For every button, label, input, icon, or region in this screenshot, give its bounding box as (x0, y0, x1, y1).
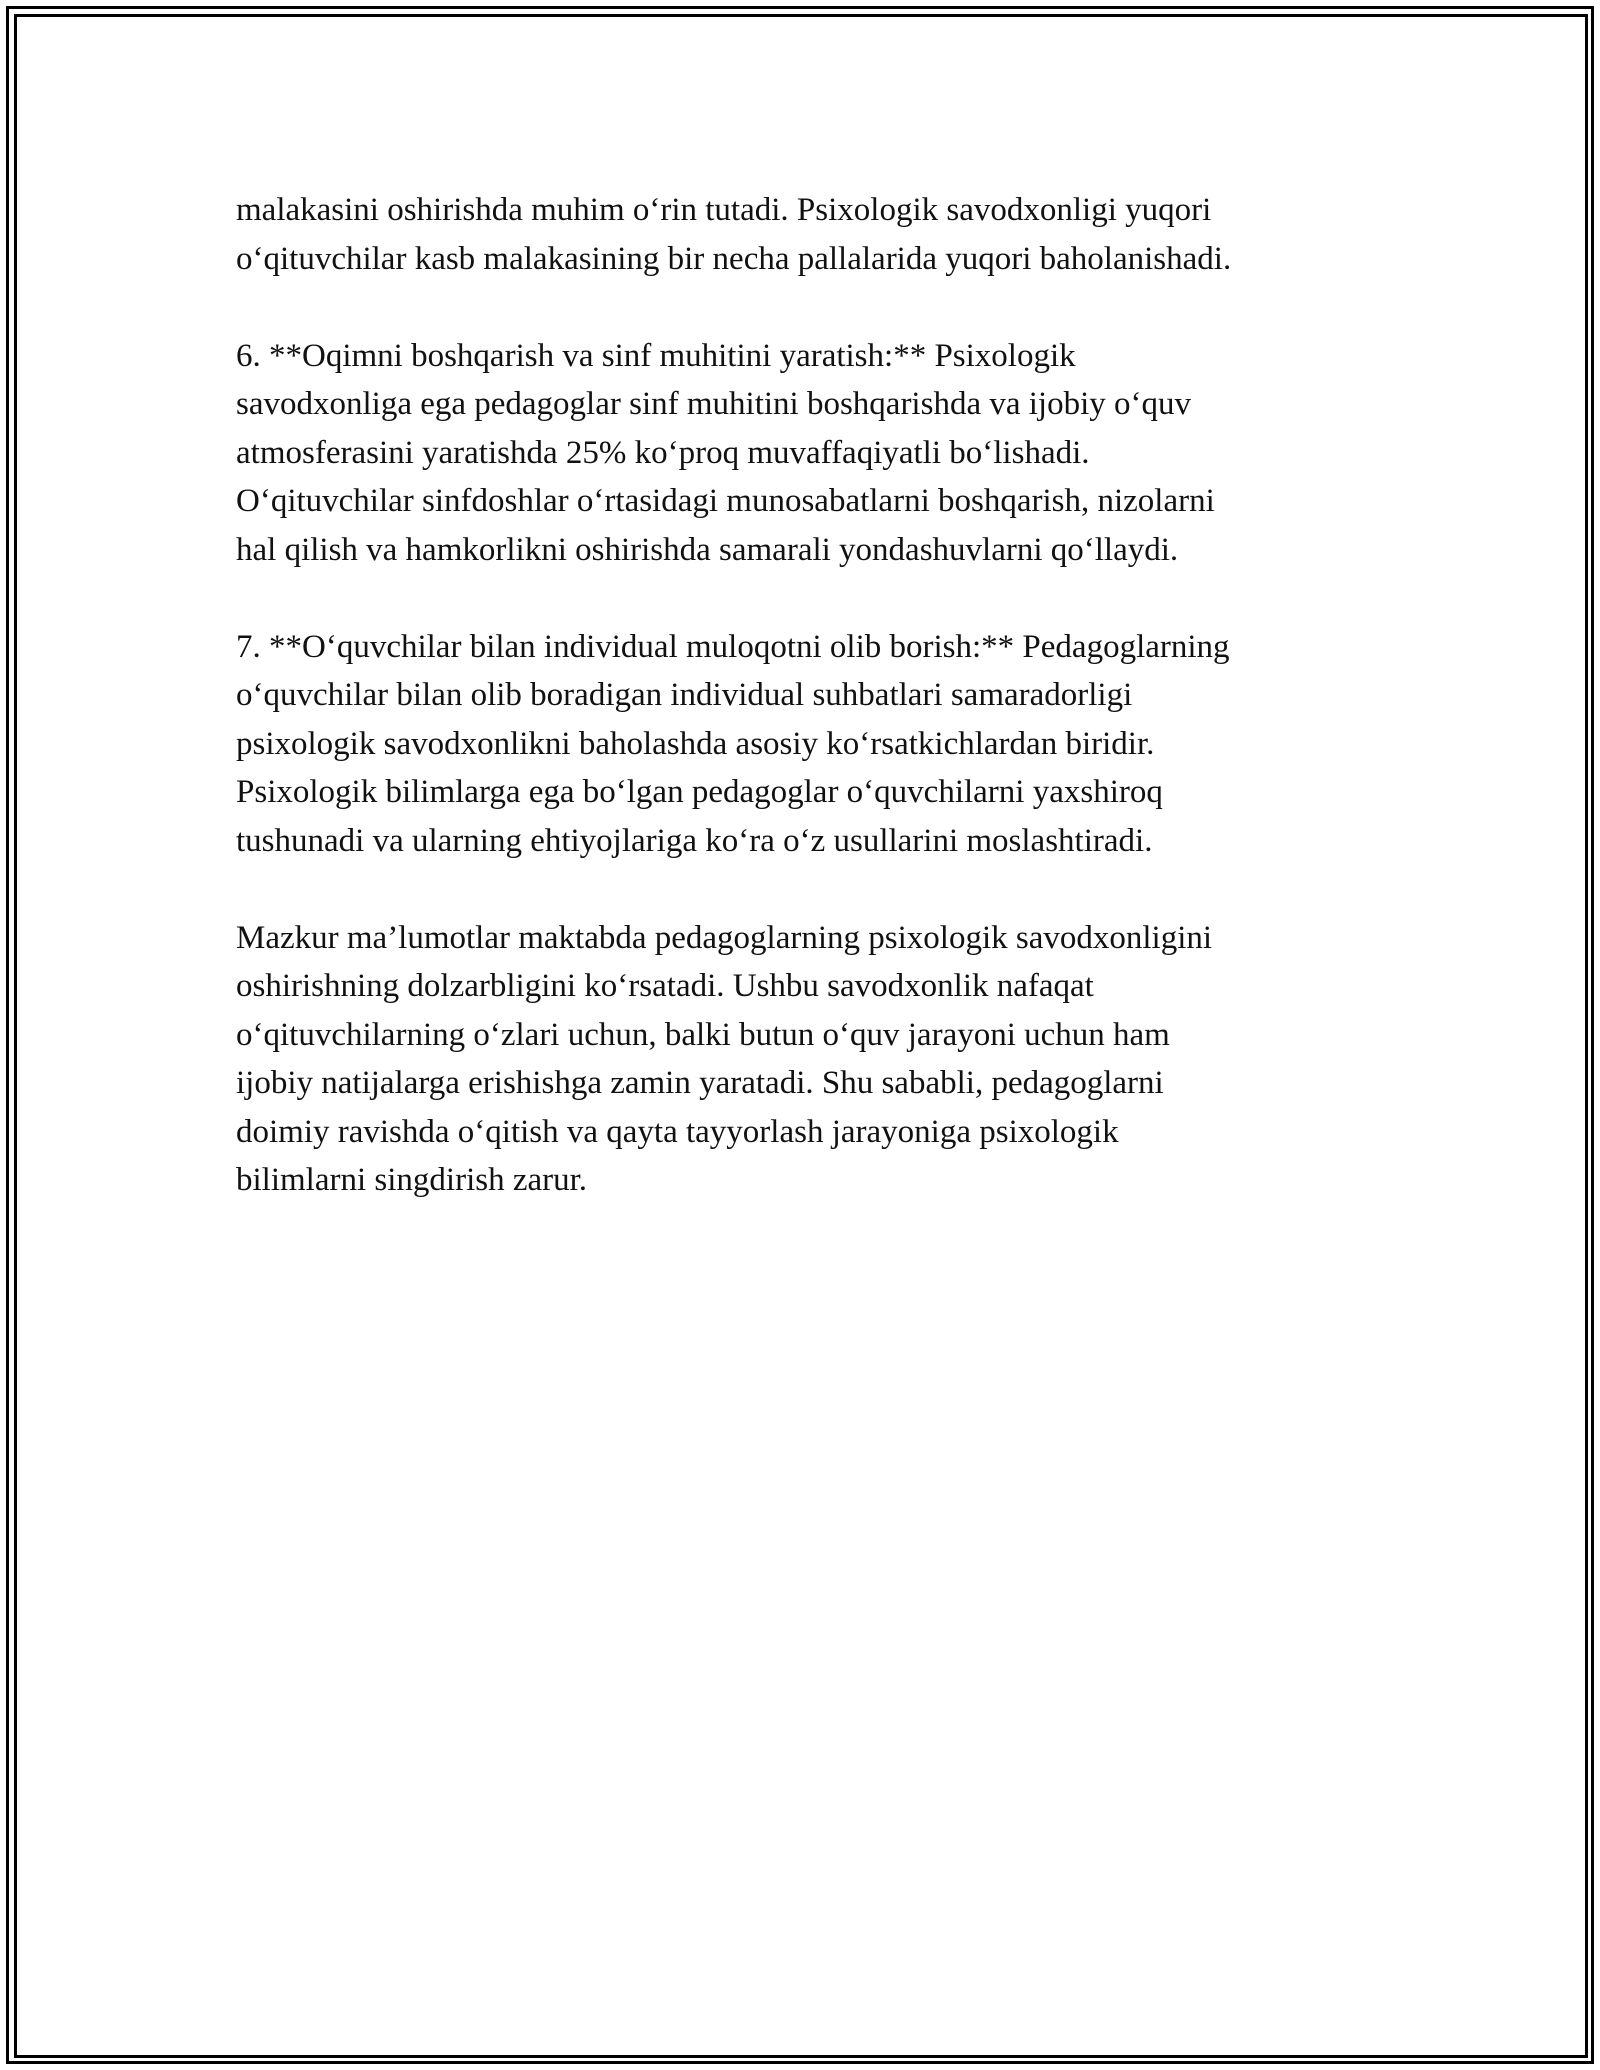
paragraph-intro: malakasini oshirishda muhim o‘rin tutadi. Psixologik savodxonligi yuqori o‘qituvchilar kasb malakasining bir necha pallalarida yuqori baholanishadi. (236, 192, 1232, 277)
document-body (236, 186, 1366, 1205)
paragraph-conclusion: Mazkur ma’lumotlar maktabda pedagoglarning psixologik savodxonligini oshirishning dolzarbligini ko‘rsatadi. Ushbu savodxonlik nafaqat o‘qituvchilarning o‘zlari uchun, balki butun o‘quv jarayoni uchun ham ijobiy natijalarga erishishga zamin yaratadi. Shu sababli, pedagoglarni doimiy ravishda o‘qitish va qayta tayyorlash jarayoniga psixologik bilimlarni singdirish zarur. (236, 919, 1213, 1198)
paragraph-item-7: 7. **O‘quvchilar bilan individual muloqotni olib borish:** Pedagoglarning o‘quvchilar bilan olib boradigan individual suhbatlari samaradorligi psixologik savodxonlikni baholashda asosiy ko‘rsatkichlardan biridir. Psixologik bilimlarga ega bo‘lgan pedagoglar o‘quvchilarni yaxshiroq tushunadi va ularning ehtiyojlariga ko‘ra o‘z usullarini moslashtiradi. (236, 628, 1230, 859)
paragraph-item-6: 6. **Oqimni boshqarish va sinf muhitini yaratish:** Psixologik savodxonliga ega pedagoglar sinf muhitini boshqarishda va ijobiy o‘quv atmosferasini yaratishda 25% ko‘proq muvaffaqiyatli bo‘lishadi. O‘qituvchilar sinfdoshlar o‘rtasidagi munosabatlarni boshqarish, nizolarni hal qilish va hamkorlikni oshirishda samarali yondashuvlarni qo‘llaydi. (236, 337, 1215, 568)
